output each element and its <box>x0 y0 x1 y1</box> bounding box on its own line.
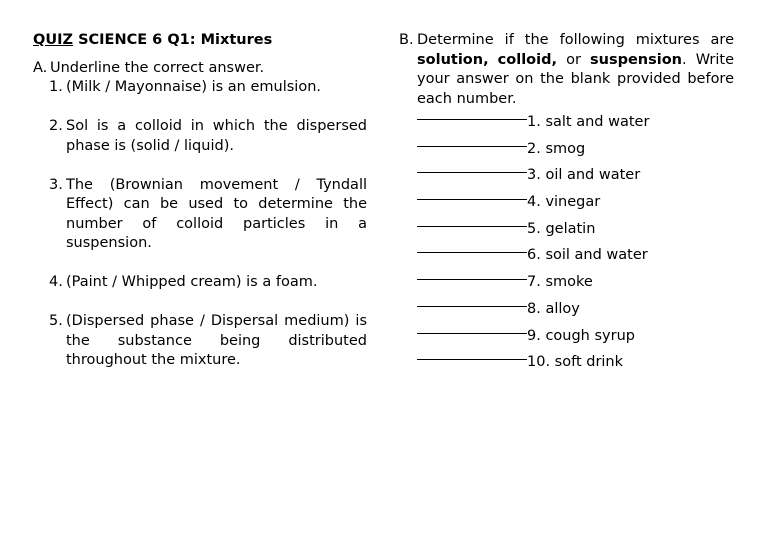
quiz-title-underlined: QUIZ <box>33 32 74 48</box>
part-b-item <box>417 136 734 163</box>
part-b-item <box>417 162 734 189</box>
item-number: 1. <box>49 79 63 95</box>
left-column <box>33 31 367 390</box>
mixture-label: 2. smog <box>527 140 586 157</box>
part-b-item <box>417 242 734 269</box>
mixture-label: 9. cough syrup <box>527 327 635 344</box>
item-number: 2. <box>49 118 63 134</box>
item-number: 5. <box>49 313 63 329</box>
answer-blank[interactable] <box>417 359 527 360</box>
part-b-item <box>417 269 734 296</box>
answer-blank[interactable] <box>417 226 527 227</box>
part-b-item <box>417 349 734 376</box>
item-text: The (Brownian movement / Tyndall Effect) can be used to determine the number of colloid particles in a suspension. <box>66 176 367 251</box>
answer-blank[interactable] <box>417 199 527 200</box>
item-text: Sol is a colloid in which the dispersed phase is (solid / liquid). <box>66 118 367 154</box>
item-text: (Dispersed phase / Dispersal medium) is the substance being distributed throughout the mixture. <box>66 313 367 368</box>
answer-blank[interactable] <box>417 252 527 253</box>
quiz-title <box>33 31 367 51</box>
mixture-label: 3. oil and water <box>527 167 641 184</box>
mixture-label: 4. vinegar <box>527 194 601 211</box>
part-b-instruction-post: . Write your answer on the blank provided before each number. <box>417 51 734 107</box>
right-column <box>399 31 734 376</box>
part-b-item <box>417 189 734 216</box>
part-a-item <box>49 78 367 98</box>
part-b-item <box>417 109 734 136</box>
item-text: (Milk / Mayonnaise) is an emulsion. <box>66 79 322 95</box>
mixture-label: 1. salt and water <box>527 114 650 130</box>
answer-blank[interactable] <box>417 119 527 120</box>
mixture-label: 8. alloy <box>527 300 580 317</box>
answer-blank[interactable] <box>417 306 527 307</box>
option-suspension: suspension <box>590 51 683 68</box>
part-a-header <box>33 59 367 79</box>
part-b-instruction <box>417 31 734 109</box>
answer-blank[interactable] <box>417 279 527 280</box>
option-colloid: colloid, <box>497 51 557 68</box>
item-text: (Paint / Whipped cream) is a foam. <box>66 274 318 290</box>
answer-blank[interactable] <box>417 172 527 173</box>
part-b-header <box>399 31 734 109</box>
part-a-item <box>49 176 367 254</box>
part-b-item <box>417 216 734 243</box>
part-a-label: A. <box>33 59 48 76</box>
part-a-item <box>49 117 367 156</box>
item-number: 4. <box>49 274 63 290</box>
mixture-label: 10. soft drink <box>527 354 624 371</box>
part-b-item <box>417 296 734 323</box>
mixture-label: 7. smoke <box>527 274 593 291</box>
part-b-instruction-pre: Determine if the following mixtures are <box>417 32 734 48</box>
part-b-or: or <box>557 51 590 68</box>
answer-blank[interactable] <box>417 146 527 147</box>
part-a-item <box>49 273 367 293</box>
part-b-item <box>417 323 734 350</box>
item-number: 3. <box>49 176 63 193</box>
part-a-item <box>49 312 367 371</box>
part-a-list <box>33 78 367 371</box>
part-a-instruction: Underline the correct answer. <box>50 59 265 76</box>
mixture-label: 6. soil and water <box>527 247 648 264</box>
part-b-list <box>399 109 734 376</box>
mixture-label: 5. gelatin <box>527 220 596 237</box>
option-solution: solution, <box>417 51 489 68</box>
quiz-title-rest: SCIENCE 6 Q1: Mixtures <box>73 32 273 48</box>
part-b-label: B. <box>399 32 414 48</box>
answer-blank[interactable] <box>417 333 527 334</box>
